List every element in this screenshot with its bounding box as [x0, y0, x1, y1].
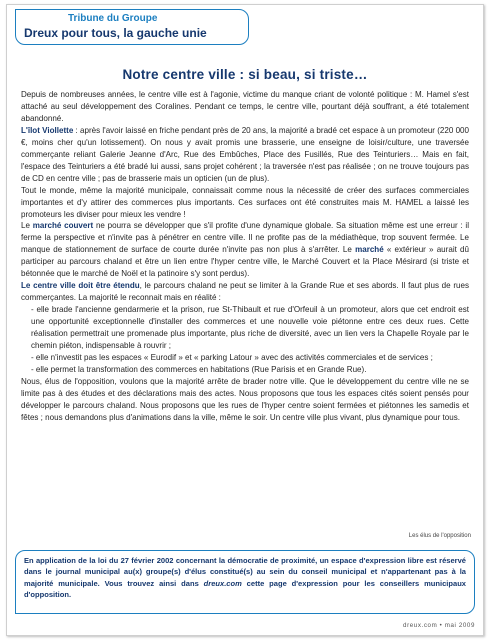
- marche-lead: marché couvert: [32, 221, 94, 231]
- newsletter-page: [6, 4, 484, 636]
- article-title: Notre centre ville : si beau, si triste…: [122, 67, 368, 82]
- paragraph-marche: [21, 220, 469, 280]
- marche-text-c: « extérieur » aurait dû participer au parcours chaland et être un lien entre l'hyper centre ville, le Marché Couvert et la Place Mésirard (si triste et bétonnée que le marché de Noël et la patinoire s'y sont perdus).: [21, 245, 469, 279]
- bullet-eurodif: - elle n'investit pas les espaces « Eurodif » et « parking Latour » avec des activités commerciales et de services ;: [31, 352, 433, 362]
- paragraph-surfaces: Tout le monde, même la majorité municipale, connaissait comme nous la nécessité de créer des surfaces commerciales importantes et d'y attirer des commerces plus importants. Ces surfaces ont été construites mais M. HAMEL a laissé les promoteurs les diviser pour mieux les vendre !: [21, 185, 469, 219]
- signature: Les élus de l'opposition: [408, 533, 471, 539]
- group-header: [15, 9, 249, 45]
- centre-lead: Le centre ville doit être étendu: [21, 281, 140, 291]
- legal-notice-text: [24, 555, 466, 601]
- legal-text-a: En application de la loi du 27 février 2002 concernant la démocratie de proximité, un espace d'expression libre est réservé dans le journal municipal au(x) groupe(s) d'élus constitué(s) au sein du conseil municipal et n'appartenant pas à la majorité municipale. Vous trouvez ainsi dans: [24, 556, 466, 588]
- paragraph-centre: [21, 280, 469, 304]
- paragraph-intro: Depuis de nombreuses années, le centre ville est à l'agonie, victime du manque criant de volonté politique : M. Hamel s'est attaché au seul développement des Coralines. Pendant ce temps, le centre ville, pourtant déjà souffrant, a été totalement abandonné.: [21, 90, 469, 123]
- bullet-gendarmerie: - elle brade l'ancienne gendarmerie et la prison, rue St-Thibault et rue d'Orfeuil à un promoteur, alors que cet endroit est une opportunité exceptionnelle d'installer des commerces et une nouvelle voie piétonne entre ces deux rues. Cette réalisation permettrait une promenade plus importante, plus riche de diversité, avec un lien vers la Chapelle Royale par le chemin piéton, indispensable à rouvrir ;: [31, 305, 469, 351]
- page-footer: dreux.com • mai 2009: [403, 622, 475, 629]
- paragraph-ilot: [21, 125, 469, 185]
- group-name: Dreux pour tous, la gauche unie: [24, 26, 207, 40]
- marche-lead-2: marché: [355, 245, 384, 255]
- tribune-label: Tribune du Groupe: [68, 13, 158, 24]
- ilot-lead: L'îlot Viollette: [21, 125, 74, 135]
- paragraph-conclusion: Nous, élus de l'opposition, voulons que la majorité arrête de brader notre ville. Que le développement du centre ville ne se limite pas à des études et des déclarations mais des actes. Nous proposons que tous les espaces cités soient pensés pour développer le parcours chaland. Nous proposons que les rues de l'hyper centre soient fermées et piétonnes les samedis et fêtes ; nous demandons plus d'animations dans la ville, même le soir. Un centre ville plus vivant, plus dynamique pour tous.: [21, 376, 469, 422]
- marche-text-b: ne pourra se développer que s'il profite d'une dynamique globale. Sa situation même est une erreur : il ferme la perspective et n'invite pas à pénétrer en centre ville. Il ne profite pas de la médiathèque, trop souvent fermée. Le manque de stationnement de surface de courte durée n'invite pas non plus à s'arrêter. Le: [21, 221, 470, 255]
- article-body: [21, 89, 469, 424]
- bullet-transformation: - elle permet la transformation des commerces en habitations (Rue Parisis et en Grande Rue).: [31, 364, 367, 374]
- centre-text: , le parcours chaland ne peut se limiter à la Grande Rue et ses abords. Il faut plus de rues commerçantes. La majorité le reconnait mais en réalité :: [21, 281, 470, 303]
- ilot-text: : après l'avoir laissé en friche pendant près de 20 ans, la majorité a bradé cet espace à un promoteur (220 000 €, moins cher qu'un lotissement). On nous y avait promis une brasserie, une enseigne de loisir/culture, une traversée commerçante reliant Galerie Jeanne d'Arc, Rue des Embûches, Place des Fusillés, Rue des Teinturiers… Mais en fait, l'espace des Teinturiers a été bradé lui aussi, sans projet cohérent ; la traversée n'est pas réalisée ; on ne trouve toujours pas de CD en centre ville ; pas de brasserie mais un opticien (un de plus).: [21, 125, 469, 183]
- legal-text-b: cette page d'expression pour les conseillers municipaux d'opposition.: [24, 578, 467, 600]
- marche-text-a: Le: [21, 221, 33, 231]
- legal-notice-box: [15, 550, 475, 614]
- dreux-link[interactable]: dreux.com: [203, 578, 242, 588]
